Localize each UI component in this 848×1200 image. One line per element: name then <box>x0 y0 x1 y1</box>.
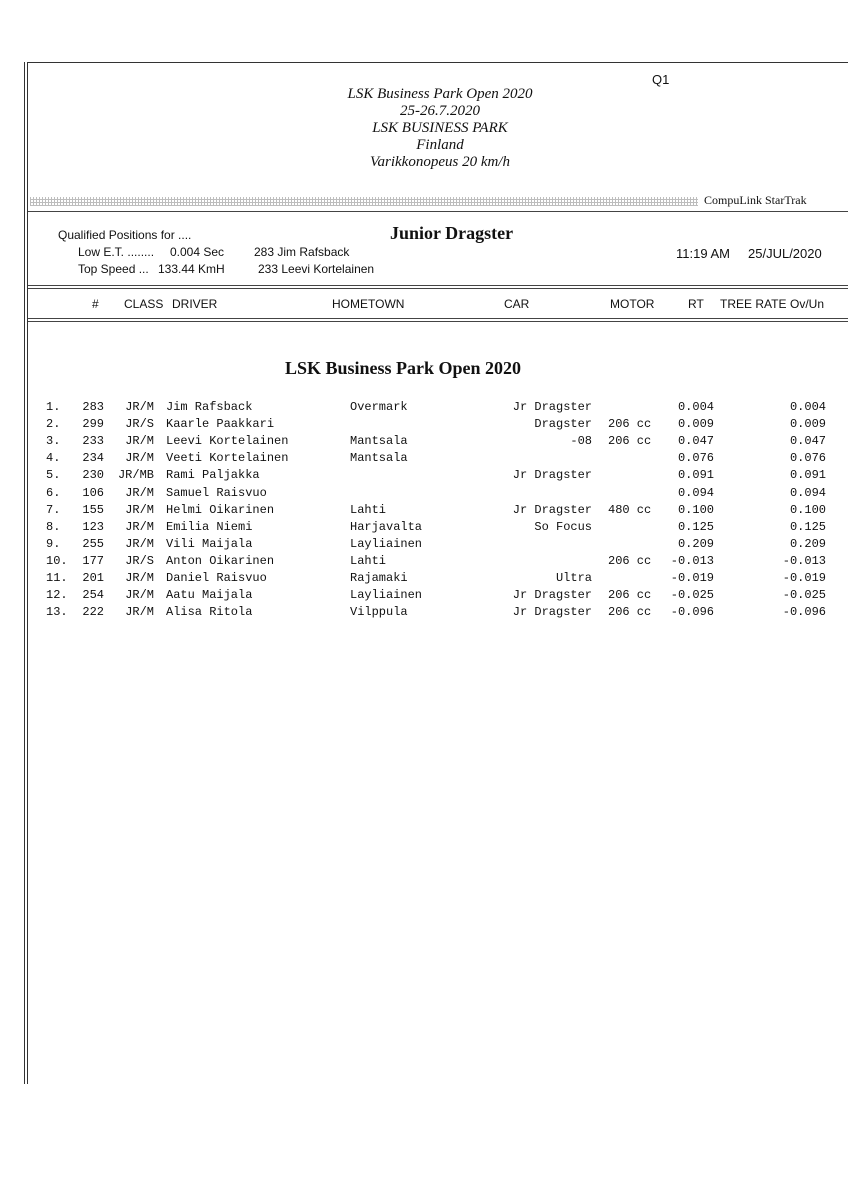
col-ovun: Ov/Un <box>790 297 825 311</box>
report-date: 25/JUL/2020 <box>748 246 822 261</box>
col-motor: MOTOR <box>610 297 655 311</box>
class-title: Junior Dragster <box>390 223 514 243</box>
cell-rt: 0.209 <box>677 536 714 551</box>
cell-driver: Veeti Kortelainen <box>166 451 289 466</box>
cell-motor: 206 cc <box>608 417 652 432</box>
cell-pos: 7. <box>46 502 61 517</box>
divider <box>28 321 848 322</box>
table-row <box>0 450 848 467</box>
table-row <box>0 553 848 570</box>
cell-hometown: Lahti <box>350 502 387 517</box>
cell-ovun: 0.047 <box>789 434 826 449</box>
cell-cls: JR/M <box>125 451 154 466</box>
cell-ovun: -0.019 <box>782 571 826 585</box>
cell-car: Jr Dragster <box>512 468 592 483</box>
col-rt: RT <box>688 297 704 311</box>
cell-car: Dragster <box>534 417 592 432</box>
cell-driver: Anton Oikarinen <box>166 553 275 568</box>
cell-driver: Rami Paljakka <box>166 468 260 483</box>
table-row <box>0 536 848 553</box>
cell-driver: Aatu Maijala <box>166 588 253 603</box>
cell-ovun: 0.094 <box>789 485 826 500</box>
col-driver: DRIVER <box>172 297 218 311</box>
col-hometown: HOMETOWN <box>332 297 405 311</box>
cell-driver: Emilia Niemi <box>166 519 253 534</box>
table-row <box>0 433 848 450</box>
cell-ovun: 0.091 <box>789 468 826 483</box>
cell-hometown: Mantsala <box>350 434 408 449</box>
cell-pos: 11. <box>46 571 68 585</box>
event-name: LSK Business Park Open 2020 <box>347 86 533 102</box>
cell-car: Ultra <box>555 571 592 585</box>
cell-car: Jr Dragster <box>512 400 592 414</box>
cell-hometown: Overmark <box>350 400 408 414</box>
cell-driver: Helmi Oikarinen <box>166 502 275 517</box>
table-row <box>0 485 848 502</box>
cell-pos: 6. <box>46 485 61 500</box>
cell-num: 254 <box>82 588 104 603</box>
cell-hometown: Mantsala <box>350 451 408 466</box>
low-et-value: 0.004 Sec <box>170 245 225 259</box>
cell-rt: 0.091 <box>677 468 714 483</box>
cell-ovun: -0.096 <box>782 605 826 620</box>
cell-ovun: -0.025 <box>782 588 826 603</box>
table-row <box>0 604 848 621</box>
cell-driver: Daniel Raisvuo <box>166 571 267 585</box>
cell-pos: 4. <box>46 451 61 466</box>
cell-pos: 12. <box>46 588 68 603</box>
cell-driver: Alisa Ritola <box>166 605 253 620</box>
cell-car: Jr Dragster <box>512 588 592 603</box>
low-et-label: Low E.T. ........ <box>78 245 155 259</box>
cell-cls: JR/M <box>125 485 154 500</box>
cell-pos: 3. <box>46 434 61 449</box>
cell-cls: JR/M <box>125 434 154 449</box>
cell-motor: 206 cc <box>608 434 652 449</box>
table-row <box>0 467 848 484</box>
cell-pos: 2. <box>46 417 61 432</box>
cell-num: 155 <box>82 502 104 517</box>
cell-rt: 0.047 <box>677 434 714 449</box>
cell-ovun: -0.013 <box>782 553 826 568</box>
col-class: CLASS <box>124 297 164 311</box>
cell-car: Jr Dragster <box>512 502 592 517</box>
cell-hometown: Layliainen <box>350 588 423 603</box>
cell-num: 299 <box>82 417 104 432</box>
cell-pos: 10. <box>46 553 68 568</box>
top-rule <box>28 62 848 63</box>
cell-ovun: 0.100 <box>789 502 826 517</box>
cell-pos: 13. <box>46 605 68 620</box>
cell-cls: JR/S <box>125 417 154 432</box>
cell-pos: 9. <box>46 536 61 551</box>
system-brand: CompuLink StarTrak <box>704 193 807 207</box>
cell-cls: JR/M <box>125 519 154 534</box>
cell-pos: 1. <box>46 400 61 414</box>
col-num: # <box>92 297 99 311</box>
top-speed-label: Top Speed ... <box>78 262 149 276</box>
cell-rt: 0.004 <box>677 400 714 414</box>
cell-hometown: Harjavalta <box>350 519 423 534</box>
cell-hometown: Vilppula <box>350 605 408 620</box>
cell-num: 233 <box>82 434 104 449</box>
cell-car: -08 <box>570 434 592 449</box>
cell-driver: Jim Rafsback <box>166 400 253 414</box>
cell-hometown: Rajamaki <box>350 571 408 585</box>
dotted-band <box>30 197 698 206</box>
table-row <box>0 399 848 416</box>
col-tree-rate: TREE RATE <box>720 297 787 311</box>
cell-num: 106 <box>82 485 104 500</box>
cell-num: 123 <box>82 519 104 534</box>
table-row <box>0 587 848 604</box>
top-speed-car: 233 Leevi Kortelainen <box>258 262 375 276</box>
cell-motor: 206 cc <box>608 553 652 568</box>
cell-rt: 0.009 <box>677 417 714 432</box>
divider <box>28 285 848 286</box>
cell-cls: JR/S <box>125 553 154 568</box>
cell-pos: 8. <box>46 519 61 534</box>
cell-ovun: 0.125 <box>789 519 826 534</box>
cell-ovun: 0.076 <box>789 451 826 466</box>
cell-cls: JR/M <box>125 588 154 603</box>
cell-cls: JR/M <box>125 502 154 517</box>
cell-ovun: 0.004 <box>789 400 826 414</box>
cell-pos: 5. <box>46 468 61 483</box>
cell-rt: 0.076 <box>677 451 714 466</box>
cell-num: 234 <box>82 451 104 466</box>
cell-cls: JR/M <box>125 605 154 620</box>
cell-rt: -0.013 <box>670 553 714 568</box>
table-row <box>0 570 848 587</box>
table-row <box>0 502 848 519</box>
cell-driver: Leevi Kortelainen <box>166 434 289 449</box>
cell-cls: JR/M <box>125 400 154 414</box>
cell-driver: Vili Maijala <box>166 536 253 551</box>
cell-hometown: Layliainen <box>350 536 423 551</box>
cell-rt: -0.019 <box>670 571 714 585</box>
round-label: Q1 <box>652 72 670 87</box>
cell-ovun: 0.209 <box>789 536 826 551</box>
cell-num: 222 <box>82 605 104 620</box>
cell-driver: Kaarle Paakkari <box>166 417 275 432</box>
divider <box>28 211 848 212</box>
cell-hometown: Lahti <box>350 553 387 568</box>
cell-num: 230 <box>82 468 104 483</box>
country: Finland <box>416 137 464 153</box>
venue: LSK BUSINESS PARK <box>372 120 508 136</box>
cell-rt: -0.025 <box>670 588 714 603</box>
cell-num: 177 <box>82 553 104 568</box>
cell-cls: JR/M <box>125 571 154 585</box>
top-speed-value: 133.44 KmH <box>158 262 225 276</box>
divider <box>28 318 848 319</box>
cell-num: 201 <box>82 571 104 585</box>
cell-cls: JR/MB <box>117 468 154 483</box>
cell-rt: -0.096 <box>670 605 714 620</box>
cell-cls: JR/M <box>125 536 154 551</box>
cell-rt: 0.100 <box>677 502 714 517</box>
low-et-car: 283 Jim Rafsback <box>254 245 350 259</box>
cell-motor: 206 cc <box>608 605 652 620</box>
cell-motor: 206 cc <box>608 588 652 603</box>
pit-speed: Varikkonopeus 20 km/h <box>370 154 510 170</box>
event-title: LSK Business Park Open 2020 <box>285 358 522 378</box>
cell-rt: 0.094 <box>677 485 714 500</box>
event-dates: 25-26.7.2020 <box>400 103 480 119</box>
divider <box>28 288 848 289</box>
col-car: CAR <box>504 297 530 311</box>
table-row <box>0 416 848 433</box>
report-time: 11:19 AM <box>676 246 730 261</box>
cell-driver: Samuel Raisvuo <box>166 485 267 500</box>
cell-num: 283 <box>82 400 104 414</box>
cell-num: 255 <box>82 536 104 551</box>
qualified-heading: Qualified Positions for .... <box>58 228 192 242</box>
table-row <box>0 519 848 536</box>
cell-car: Jr Dragster <box>512 605 592 620</box>
cell-car: So Focus <box>534 519 592 534</box>
cell-motor: 480 cc <box>608 502 652 517</box>
cell-rt: 0.125 <box>677 519 714 534</box>
cell-ovun: 0.009 <box>789 417 826 432</box>
